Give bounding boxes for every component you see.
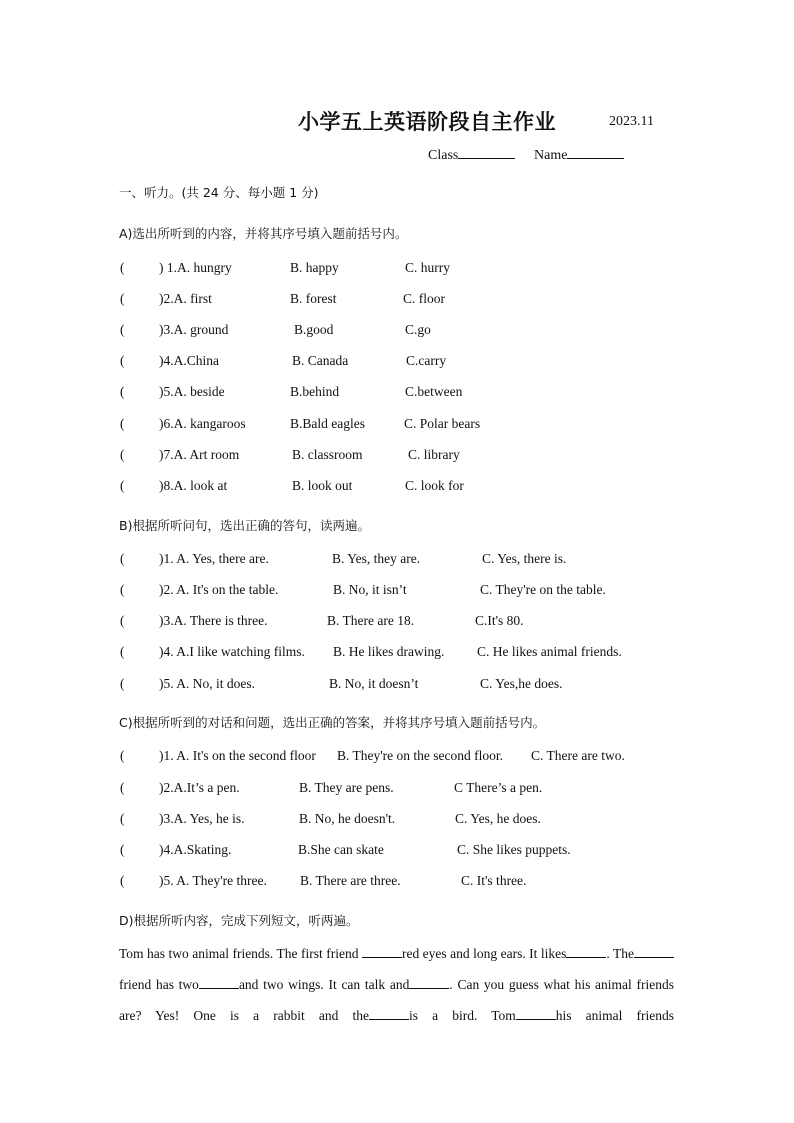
option-b: B. classroom — [292, 447, 363, 462]
option-a: )5.A. beside — [159, 384, 225, 399]
option-c: C. floor — [403, 291, 445, 306]
option-b: B.She can skate — [298, 842, 384, 857]
answer-blank[interactable] — [634, 945, 674, 958]
option-a: )7.A. Art room — [159, 447, 240, 462]
option-a: )5. A. No, it does. — [159, 676, 255, 691]
answer-paren[interactable]: ( — [120, 478, 125, 493]
option-b: B. There are three. — [300, 873, 401, 888]
option-c: C. Polar bears — [404, 416, 481, 431]
section-heading-listening: 一、听力。(共 24 分、每小题 1 分) — [119, 185, 319, 200]
class-field[interactable] — [428, 145, 515, 164]
answer-blank[interactable] — [566, 945, 606, 958]
answer-paren[interactable]: ( — [120, 416, 125, 431]
answer-blank[interactable] — [516, 1007, 556, 1020]
page-title: 小学五上英语阶段自主作业 — [298, 110, 556, 134]
option-a: )1. A. It's on the second floor — [159, 748, 316, 763]
option-b: B. They are pens. — [299, 780, 394, 795]
answer-paren[interactable]: ( — [120, 291, 125, 306]
option-a: )5. A. They're three. — [159, 873, 267, 888]
answer-paren[interactable]: ( — [120, 873, 125, 888]
class-blank[interactable] — [458, 145, 515, 159]
passage-text: friend has two — [119, 977, 199, 992]
passage-text: . The — [606, 946, 635, 961]
option-a: )2.A.It’s a pen. — [159, 780, 240, 795]
answer-paren[interactable]: ( — [120, 384, 125, 399]
option-b: B.Bald eagles — [290, 416, 365, 431]
part-d-passage — [119, 938, 674, 1031]
option-b: B. forest — [290, 291, 337, 306]
answer-paren[interactable]: ( — [120, 260, 125, 275]
option-b: B. No, it doesn’t — [329, 676, 419, 691]
answer-blank[interactable] — [199, 976, 239, 989]
option-c: C.It's 80. — [475, 613, 524, 628]
passage-text: . Can you guess what his animal friends are? Yes! One is a rabbit and the — [119, 977, 675, 1023]
passage-text: and two wings. It can talk and — [238, 977, 410, 992]
option-c: C There’s a pen. — [454, 780, 543, 795]
option-b: B. No, he doesn't. — [299, 811, 396, 826]
option-c: C. He likes animal friends. — [477, 644, 622, 659]
answer-paren[interactable]: ( — [120, 582, 125, 597]
answer-paren[interactable]: ( — [120, 780, 125, 795]
passage-text: red eyes and long ears. It likes — [401, 946, 567, 961]
part-d-instruction: D)根据所听内容，完成下列短文，听两遍。 — [119, 913, 359, 928]
option-a: ) 1.A. hungry — [159, 260, 232, 275]
name-label: Name — [534, 148, 568, 163]
answer-paren[interactable]: ( — [120, 613, 125, 628]
answer-paren[interactable]: ( — [120, 811, 125, 826]
passage-text: Tom has two animal friends. The first friend — [119, 946, 362, 961]
part-b-instruction: B)根据所听问句，选出正确的答句，读两遍。 — [119, 518, 370, 533]
option-a: )4.A.China — [159, 353, 219, 368]
answer-paren[interactable]: ( — [120, 748, 125, 763]
option-a: )2. A. It's on the table. — [159, 582, 279, 597]
option-a: )4.A.Skating. — [159, 842, 232, 857]
option-c: C. Yes,he does. — [480, 676, 563, 691]
part-a-instruction: A)选出所听到的内容，并将其序号填入题前括号内。 — [119, 226, 408, 241]
date-label: 2023.11 — [609, 114, 654, 129]
answer-paren[interactable]: ( — [120, 353, 125, 368]
answer-paren[interactable]: ( — [120, 447, 125, 462]
option-c: C. There are two. — [531, 748, 625, 763]
option-c: C. library — [408, 447, 460, 462]
option-b: B. There are 18. — [327, 613, 415, 628]
option-a: )3.A. ground — [159, 322, 229, 337]
option-c: C. It's three. — [461, 873, 527, 888]
answer-paren[interactable]: ( — [120, 842, 125, 857]
option-a: )6.A. kangaroos — [159, 416, 246, 431]
option-c: C.between — [405, 384, 463, 399]
answer-blank[interactable] — [409, 976, 449, 989]
option-a: )8.A. look at — [159, 478, 228, 493]
option-c: C. Yes, he does. — [455, 811, 541, 826]
option-b: B. Yes, they are. — [332, 551, 421, 566]
option-c: C. She likes puppets. — [457, 842, 571, 857]
answer-paren[interactable]: ( — [120, 644, 125, 659]
option-c: C. hurry — [405, 260, 450, 275]
option-b: B. Canada — [292, 353, 349, 368]
option-c: C. They're on the table. — [480, 582, 606, 597]
name-field[interactable] — [534, 145, 624, 164]
option-b: B. He likes drawing. — [333, 644, 445, 659]
option-a: )3.A. There is three. — [159, 613, 268, 628]
answer-blank[interactable] — [369, 1007, 409, 1020]
class-label: Class — [428, 148, 459, 163]
option-a: )4. A.I like watching films. — [159, 644, 305, 659]
option-a: )3.A. Yes, he is. — [159, 811, 245, 826]
option-b: B. look out — [292, 478, 353, 493]
option-b: B. They're on the second floor. — [337, 748, 504, 763]
part-c-instruction: C)根据所听到的对话和问题，选出正确的答案，并将其序号填入题前括号内。 — [119, 715, 546, 730]
option-c: C. look for — [405, 478, 464, 493]
option-b: B. happy — [290, 260, 339, 275]
option-b: B.good — [294, 322, 334, 337]
answer-paren[interactable]: ( — [120, 322, 125, 337]
answer-paren[interactable]: ( — [120, 551, 125, 566]
option-c: C. Yes, there is. — [482, 551, 567, 566]
option-c: C.carry — [406, 353, 447, 368]
option-c: C.go — [405, 322, 431, 337]
answer-paren[interactable]: ( — [120, 676, 125, 691]
option-a: )1. A. Yes, there are. — [159, 551, 269, 566]
option-b: B. No, it isn’t — [333, 582, 407, 597]
option-a: )2.A. first — [159, 291, 212, 306]
answer-blank[interactable] — [362, 945, 402, 958]
name-blank[interactable] — [567, 145, 624, 159]
option-b: B.behind — [290, 384, 340, 399]
passage-text: is a bird. Tom — [408, 1008, 516, 1023]
passage-text: his animal friends — [555, 1008, 674, 1023]
